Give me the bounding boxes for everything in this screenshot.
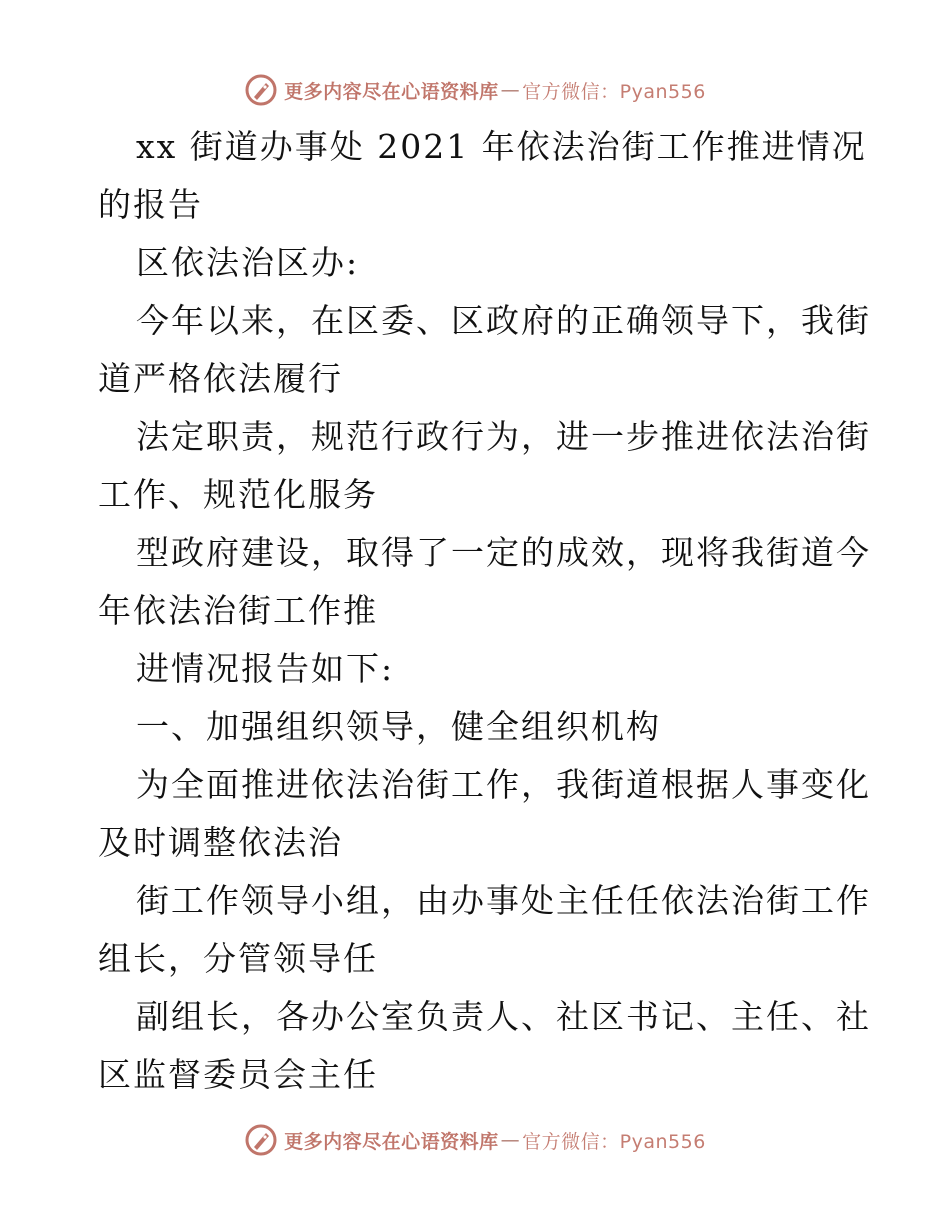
doc-line: 的报告 [98,185,203,224]
doc-line: 型政府建设，取得了一定的成效，现将我街道今 [136,533,871,572]
pen-nib-logo-icon [244,73,278,107]
watermark-separator: — [500,79,521,101]
doc-line: 今年以来，在区委、区政府的正确领导下，我街 [136,301,871,340]
section-heading: 一、加强组织领导，健全组织机构 [136,707,661,746]
doc-line: 组长，分管领导任 [98,939,378,978]
doc-line: xx 街道办事处 2021 年依法治街工作推进情况 [136,127,867,166]
header-watermark [0,70,950,110]
doc-line: 法定职责，规范行政行为，进一步推进依法治街 [136,417,871,456]
watermark-separator: — [500,1129,521,1151]
watermark-text: 更多内容尽在心语资料库 [284,1130,499,1153]
doc-line: 及时调整依法治 [98,823,343,862]
watermark-contact: 官方微信：Pyan556 [522,80,706,103]
doc-line: 街工作领导小组，由办事处主任任依法治街工作 [136,881,871,920]
watermark-text: 更多内容尽在心语资料库 [284,80,499,103]
doc-line: 区监督委员会主任 [98,1055,378,1094]
footer-watermark [0,1120,950,1160]
doc-line: 工作、规范化服务 [98,475,378,514]
document-body [98,118,871,1104]
doc-line: 道严格依法履行 [98,359,343,398]
doc-line: 为全面推进依法治街工作，我街道根据人事变化 [136,765,871,804]
doc-line: 副组长，各办公室负责人、社区书记、主任、社 [136,997,871,1036]
watermark-contact: 官方微信：Pyan556 [522,1130,706,1153]
doc-line: 进情况报告如下: [136,649,395,688]
doc-line: 区依法治区办: [136,243,360,282]
doc-line: 年依法治街工作推 [98,591,378,630]
pen-nib-logo-icon [244,1123,278,1157]
